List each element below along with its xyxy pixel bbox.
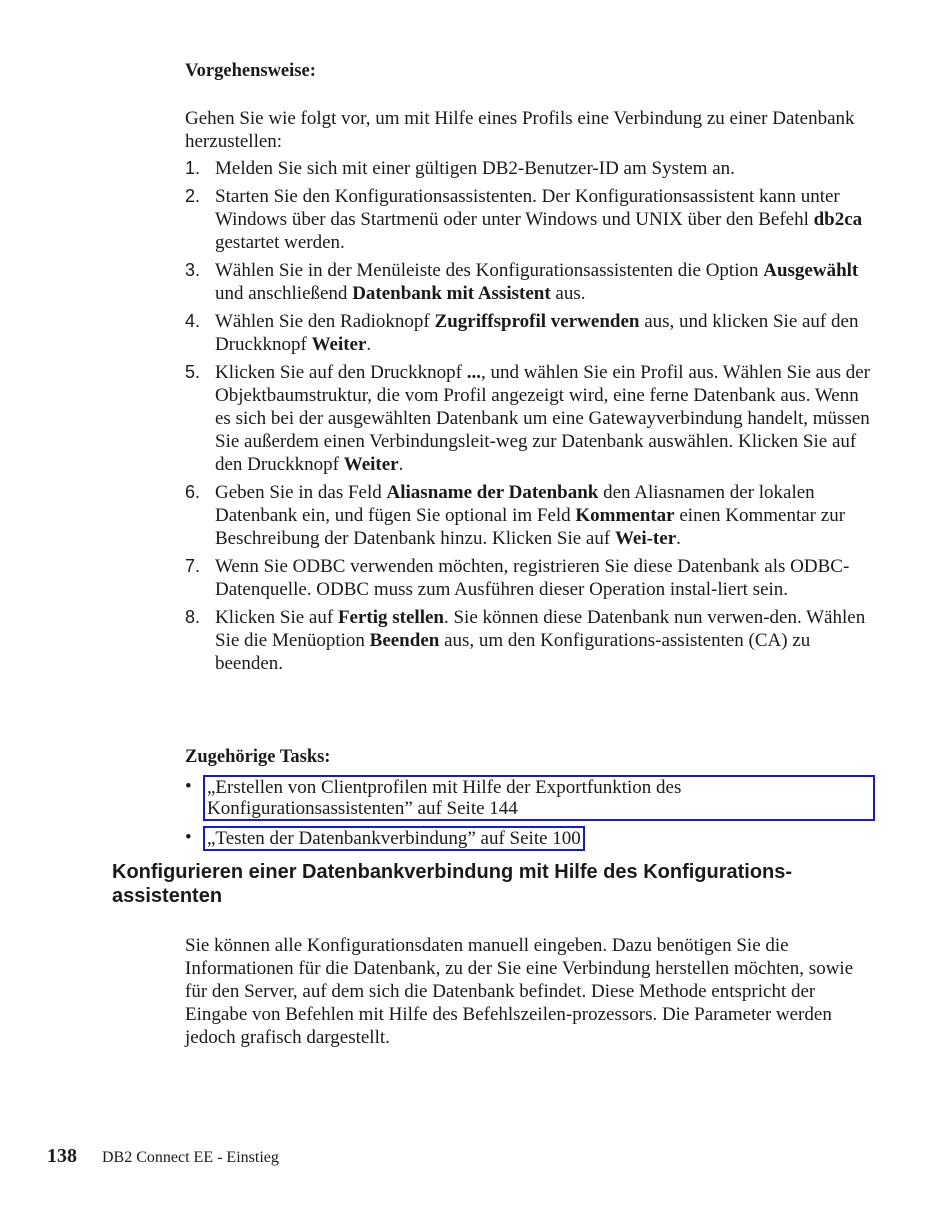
step-number: 3.: [185, 260, 201, 280]
step-text: Klicken Sie auf den Druckknopf: [215, 362, 467, 383]
step-item: [185, 259, 875, 305]
step-text: gestartet werden.: [215, 232, 345, 253]
step-bold-text: Aliasname der Datenbank: [386, 482, 599, 503]
bullet-icon: •: [185, 776, 192, 797]
step-bold-text: Wei-ter: [614, 528, 677, 549]
step-text: Melden Sie sich mit einer gültigen DB2-Benutzer-ID am System an.: [215, 158, 735, 179]
step-bold-text: Fertig stellen: [337, 607, 444, 628]
step-item: [185, 606, 875, 675]
step-bold-text: Beenden: [369, 630, 440, 651]
procedure-label: Vorgehensweise:: [185, 61, 316, 81]
step-text: Wenn Sie ODBC verwenden möchten, registrieren Sie diese Datenbank als ODBC-Datenquelle. ODBC muss zum Ausführen dieser Operation instal-liert sein.: [215, 556, 850, 600]
step-item: [185, 481, 875, 550]
step-number: 4.: [185, 311, 201, 331]
list-item: [185, 826, 875, 851]
procedure-intro: Gehen Sie wie folgt vor, um mit Hilfe eines Profils eine Verbindung zu einer Datenbank herzustellen:: [185, 108, 855, 152]
step-bold-text: ...: [466, 362, 481, 383]
step-text: aus, um den Konfigurations-assistenten (CA) zu beenden.: [215, 630, 811, 674]
step-number: 7.: [185, 556, 201, 576]
step-item: [185, 185, 875, 254]
step-text: Wählen Sie in der Menüleiste des Konfigurationsassistenten die Option: [215, 260, 764, 281]
step-item: [185, 555, 875, 601]
related-links-list: [185, 775, 875, 856]
step-text: aus, und klicken Sie auf den Druckknopf: [215, 311, 859, 355]
book-title: DB2 Connect EE - Einstieg: [102, 1149, 279, 1166]
step-text: einen Kommentar zur Beschreibung der Datenbank hinzu. Klicken Sie auf: [215, 505, 846, 549]
step-number: 6.: [185, 482, 201, 502]
step-bold-text: Ausgewählt: [763, 260, 859, 281]
page-number: 138: [47, 1145, 77, 1167]
step-text: aus.: [550, 283, 586, 304]
step-number: 1.: [185, 158, 201, 178]
step-text: Klicken Sie auf: [215, 607, 338, 628]
list-item: [185, 775, 875, 821]
step-text: .: [366, 334, 372, 355]
section-heading: Konfigurieren einer Datenbankverbindung mit Hilfe des Konfigurations-assistenten: [112, 861, 793, 907]
step-item: [185, 157, 875, 180]
step-text: .: [398, 454, 404, 475]
step-bold-text: Weiter: [343, 454, 399, 475]
step-item: [185, 310, 875, 356]
step-number: 5.: [185, 362, 201, 382]
step-bold-text: Kommentar: [575, 505, 675, 526]
step-number: 8.: [185, 607, 201, 627]
step-text: , und wählen Sie ein Profil aus. Wählen Sie aus der Objektbaumstruktur, die vom Profil angezeigt wird, eine ferne Datenbank aus. Wenn es sich bei der ausgewählten Datenbank um eine Gatewayverbindung handelt, müssen Sie außerdem einen Verbindungsleit-weg zur Datenbank auswählen. Klicken Sie auf den Druckknopf: [215, 362, 871, 475]
step-number: 2.: [185, 186, 201, 206]
step-bold-text: db2ca: [813, 209, 863, 230]
link-create-client-profiles[interactable]: „Erstellen von Clientprofilen mit Hilfe der Exportfunktion des Konfigurationsassistenten” auf Seite 144: [203, 775, 875, 821]
step-item: [185, 361, 875, 476]
link-test-db-connection[interactable]: „Testen der Datenbankverbindung” auf Seite 100: [203, 826, 585, 851]
step-text: Starten Sie den Konfigurationsassistenten. Der Konfigurationsassistent kann unter Windows über das Startmenü oder unter Windows und UNIX über den Befehl: [215, 186, 840, 230]
step-bold-text: Weiter: [311, 334, 367, 355]
step-bold-text: Datenbank mit Assistent: [352, 283, 551, 304]
section-body: Sie können alle Konfigurationsdaten manuell eingeben. Dazu benötigen Sie die Informationen für die Datenbank, zu der Sie eine Verbindung herstellen möchten, sowie für den Server, auf dem sich die Datenbank befindet. Diese Methode entspricht der Eingabe von Befehlen mit Hilfe des Befehlszeilen-prozessors. Die Parameter werden jedoch grafisch dargestellt.: [185, 935, 854, 1048]
step-text: Geben Sie in das Feld: [215, 482, 387, 503]
step-list: [185, 157, 875, 680]
step-text: .: [676, 528, 681, 549]
related-tasks-label: Zugehörige Tasks:: [185, 747, 331, 767]
step-bold-text: Zugriffsprofil verwenden: [434, 311, 640, 332]
bullet-icon: •: [185, 827, 192, 848]
step-text: den Aliasnamen der lokalen Datenbank ein, und fügen Sie optional im Feld: [215, 482, 815, 526]
step-text: Wählen Sie den Radioknopf: [215, 311, 435, 332]
step-text: . Sie können diese Datenbank nun verwen-den. Wählen Sie die Menüoption: [215, 607, 866, 651]
step-text: und anschließend: [215, 283, 353, 304]
